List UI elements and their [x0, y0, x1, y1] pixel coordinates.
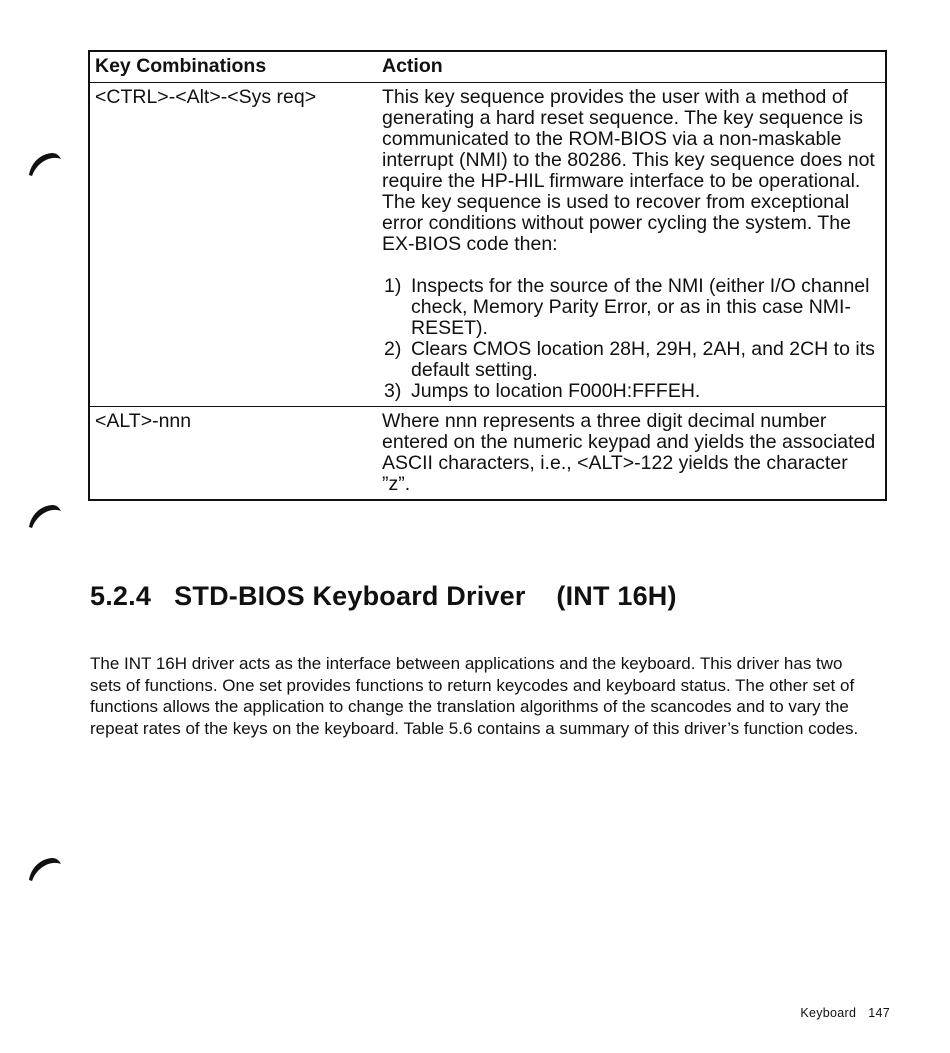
step-number: 3): [384, 380, 402, 402]
key-combination-cell: <CTRL>-<Alt>-<Sys req>: [95, 86, 317, 108]
list-item: [382, 276, 880, 339]
step-text: Clears CMOS location 28H, 29H, 2AH, and 2CH to its default setting.: [411, 338, 875, 381]
step-text: Jumps to location F000H:FFFEH.: [411, 380, 701, 402]
table-row: [89, 83, 886, 407]
binding-mark-icon: [28, 856, 62, 882]
table-row: [89, 407, 886, 501]
binding-mark-icon: [28, 151, 62, 177]
page-footer: [800, 1006, 890, 1020]
step-text: Inspects for the source of the NMI (either I/O channel check, Memory Parity Error, or as in this case NMI-RESET).: [411, 275, 870, 339]
section-title: STD-BIOS Keyboard Driver: [174, 581, 526, 611]
action-cell: [377, 407, 886, 501]
list-item: [382, 339, 880, 381]
step-number: 2): [384, 338, 402, 360]
binding-mark-icon: [28, 503, 62, 529]
list-item: [382, 381, 880, 402]
section-number: 5.2.4: [90, 581, 152, 611]
key-combination-cell: <ALT>-nnn: [89, 407, 377, 501]
action-steps-list: [382, 276, 880, 402]
action-cell: [377, 83, 886, 407]
action-description: Where nnn represents a three digit decimal number entered on the numeric keypad and yields the associated ASCII characters, i.e., <ALT>-122 yields the character ”z”.: [382, 410, 876, 495]
header-key-combinations: Key Combinations: [89, 51, 377, 83]
footer-chapter: Keyboard: [800, 1006, 857, 1020]
section-interrupt: (INT 16H): [556, 581, 677, 611]
action-description: This key sequence provides the user with a method of generating a hard reset sequence. The key sequence is communicated to the ROM-BIOS via a non-maskable interrupt (NMI) to the 80286. This key sequence does not require the HP-HIL firmware interface to be operational. The key sequence is used to recover from exceptional error conditions without power cycling the system. The EX-BIOS code then:: [382, 86, 875, 255]
step-number: 1): [384, 275, 402, 297]
key-combinations-table: [88, 50, 887, 501]
table-header-row: [89, 51, 886, 83]
section-heading: [90, 581, 677, 612]
body-paragraph: The INT 16H driver acts as the interface between applications and the keyboard. This driver has two sets of functions. One set provides functions to return keycodes and keyboard status. The other set of functions allows the application to change the translation algorithms of the scancodes and to vary the repeat rates of the keys on the keyboard. Table 5.6 contains a summary of this driver’s function codes.: [90, 654, 859, 738]
page-number: 147: [868, 1006, 890, 1020]
header-action: Action: [377, 51, 886, 83]
